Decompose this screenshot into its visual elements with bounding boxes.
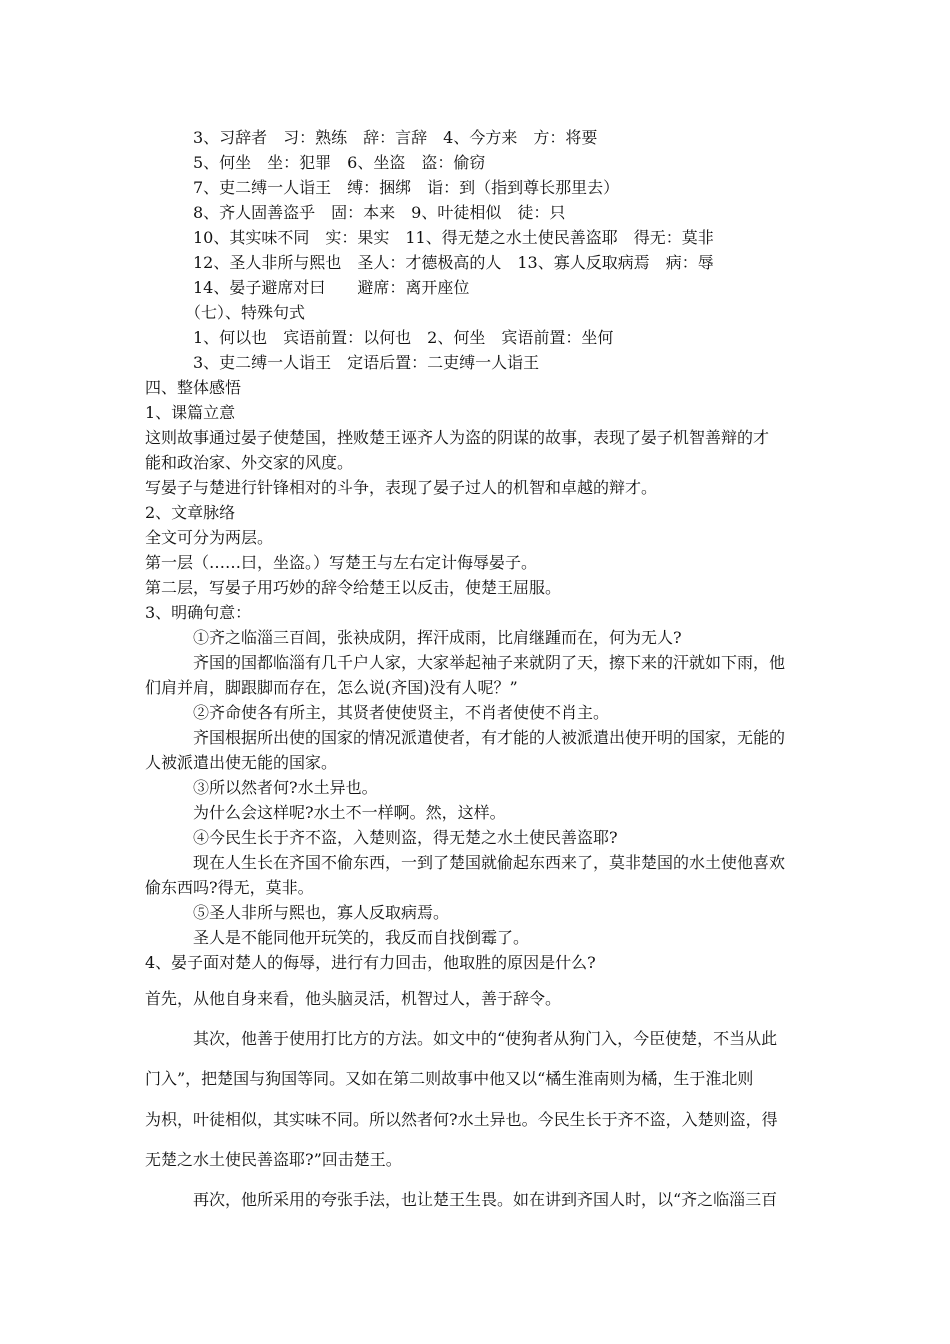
quote-5: ⑤圣人非所与熙也，寡人反取病焉。 — [193, 903, 450, 922]
paragraph-line: 写晏子与楚进行针锋相对的斗争，表现了晏子过人的机智和卓越的辩才。 — [145, 478, 658, 497]
paragraph-line: 无楚之水土使民善盗耶?”回击楚王。 — [145, 1150, 402, 1169]
paragraph-line: 这则故事通过晏子使楚国，挫败楚王诬齐人为盗的阴谋的故事，表现了晏子机智善辩的才 — [145, 428, 770, 447]
section-heading: 四、整体感悟 — [145, 378, 242, 397]
quote-2: ②齐命使各有所主，其贤者使使贤主，不肖者使使不肖主。 — [193, 703, 610, 722]
subsection-title-1: 1、课篇立意 — [145, 403, 236, 422]
vocab-line-4: 8、齐人固善盗乎 固：本来 9、叶徒相似 徒：只 — [193, 203, 566, 222]
subsection-title-3: 3、明确句意： — [145, 603, 252, 622]
translation-line: 为什么会这样呢?水土不一样啊。然，这样。 — [193, 803, 506, 822]
vocab-line-7: 14、晏子避席对曰 避席：离开座位 — [193, 278, 470, 297]
quote-4: ④今民生长于齐不盗，入楚则盗，得无楚之水土使民善盗耶? — [193, 828, 618, 847]
paragraph-line: 全文可分为两层。 — [145, 528, 274, 547]
translation-line: 齐国根据所出使的国家的情况派遣使者，有才能的人被派遣出使开明的国家，无能的 — [193, 728, 786, 747]
subsection-title-2: 2、文章脉络 — [145, 503, 236, 522]
translation-line: 圣人是不能同他开玩笑的，我反而自找倒霉了。 — [193, 928, 530, 947]
vocab-line-3: 7、吏二缚一人诣王 缚：捆绑 诣：到（指到尊长那里去） — [193, 178, 620, 197]
quote-3: ③所以然者何?水土异也。 — [193, 778, 378, 797]
subsection-title-4: 4、晏子面对楚人的侮辱，进行有力回击，他取胜的原因是什么? — [145, 953, 596, 972]
vocab-line-5: 10、其实味不同 实：果实 11、得无楚之水土使民善盗耶 得无：莫非 — [193, 228, 714, 247]
special-sentence-heading: （七）、特殊句式 — [185, 303, 306, 322]
translation-line: 们肩并肩，脚跟脚而存在，怎么说(齐国)没有人呢？” — [145, 678, 518, 697]
translation-line: 人被派遣出使无能的国家。 — [145, 753, 338, 772]
vocab-line-2: 5、何坐 坐：犯罪 6、坐盗 盗：偷窃 — [193, 153, 486, 172]
vocab-line-6: 12、圣人非所与熙也 圣人：才德极高的人 13、寡人反取病焉 病：辱 — [193, 253, 714, 272]
paragraph-line: 能和政治家、外交家的风度。 — [145, 453, 354, 472]
paragraph-line: 第一层（……曰，坐盗。）写楚王与左右定计侮辱晏子。 — [145, 553, 538, 572]
special-line-2: 3、吏二缚一人诣王 定语后置：二吏缚一人诣王 — [193, 353, 540, 372]
translation-line: 偷东西吗?得无，莫非。 — [145, 878, 314, 897]
paragraph-line: 第二层，写晏子用巧妙的辞令给楚王以反击，使楚王屈服。 — [145, 578, 562, 597]
paragraph-line: 首先，从他自身来看，他头脑灵活，机智过人，善于辞令。 — [145, 989, 562, 1008]
quote-1: ①齐之临淄三百闾，张袂成阴，挥汗成雨，比肩继踵而在，何为无人? — [193, 628, 682, 647]
paragraph-line: 其次，他善于使用打比方的方法。如文中的“使狗者从狗门入，今臣使楚，不当从此 — [193, 1029, 778, 1048]
paragraph-line: 为枳，叶徒相似，其实味不同。所以然者何?水土异也。今民生长于齐不盗，入楚则盗，得 — [145, 1110, 778, 1129]
paragraph-line: 门入”，把楚国与狗国等同。又如在第二则故事中他又以“橘生淮南则为橘，生于淮北则 — [145, 1069, 754, 1088]
translation-line: 齐国的国都临淄有几千户人家，大家举起袖子来就阴了天，擦下来的汗就如下雨，他 — [193, 653, 786, 672]
vocab-line-1: 3、习辞者 习：熟练 辞：言辞 4、今方来 方：将要 — [193, 128, 598, 147]
paragraph-line: 再次，他所采用的夸张手法，也让楚王生畏。如在讲到齐国人时，以“齐之临淄三百 — [193, 1190, 778, 1209]
translation-line: 现在人生长在齐国不偷东西，一到了楚国就偷起东西来了，莫非楚国的水土使他喜欢 — [193, 853, 786, 872]
special-line-1: 1、何以也 宾语前置：以何也 2、何坐 宾语前置：坐何 — [193, 328, 614, 347]
